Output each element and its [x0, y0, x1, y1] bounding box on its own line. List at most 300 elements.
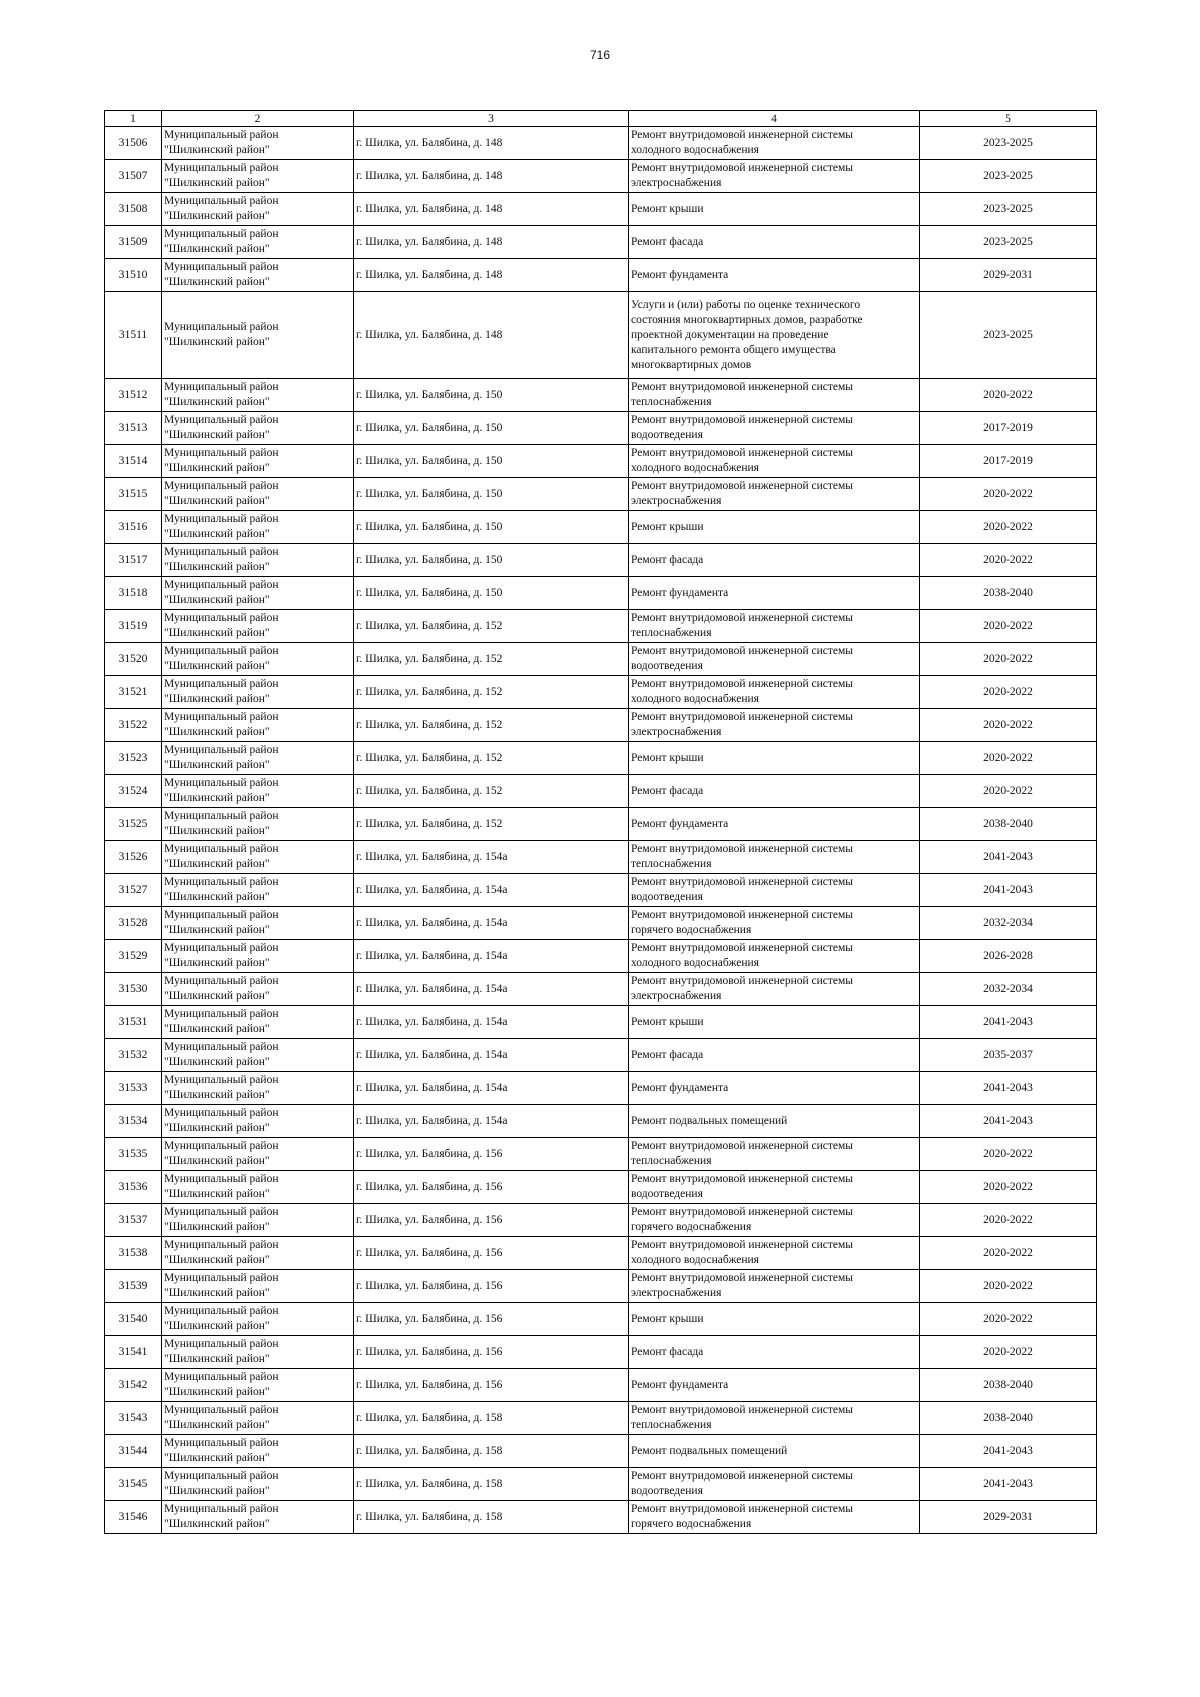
- municipality-cell: [162, 643, 354, 676]
- row-number: [105, 676, 162, 709]
- municipality-cell-text: Муниципальный район "Шилкинский район": [164, 321, 279, 348]
- row-number-text: 31524: [118, 784, 148, 797]
- address-cell-text: г. Шилка, ул. Балябина, д. 148: [356, 328, 503, 341]
- period-cell-text: 2041-2043: [983, 1477, 1033, 1490]
- address-cell-text: г. Шилка, ул. Балябина, д. 148: [356, 169, 503, 182]
- work-type-cell: [629, 511, 920, 544]
- work-type-cell-text: Ремонт внутридомовой инженерной системы холодного водоснабжения: [631, 447, 854, 474]
- address-cell-text: г. Шилка, ул. Балябина, д. 156: [356, 1378, 503, 1391]
- table-row: [105, 874, 1097, 907]
- row-number-text: 31512: [118, 388, 148, 401]
- table-row: [105, 1303, 1097, 1336]
- work-type-cell: [629, 1171, 920, 1204]
- address-cell-text: г. Шилка, ул. Балябина, д. 156: [356, 1279, 503, 1292]
- municipality-cell-text: Муниципальный район "Шилкинский район": [164, 1371, 279, 1398]
- municipality-cell-text: Муниципальный район "Шилкинский район": [164, 1404, 279, 1431]
- municipality-cell: [162, 1402, 354, 1435]
- period-cell: [920, 874, 1097, 907]
- work-type-cell-text: Ремонт фундамента: [631, 1378, 729, 1391]
- row-number: [105, 160, 162, 193]
- row-number-text: 31528: [118, 916, 148, 929]
- municipality-cell-text: Муниципальный район "Шилкинский район": [164, 1107, 279, 1134]
- address-cell: [354, 874, 629, 907]
- table-row: [105, 160, 1097, 193]
- table-row: [105, 709, 1097, 742]
- municipality-cell: [162, 973, 354, 1006]
- work-type-cell: [629, 226, 920, 259]
- municipality-cell-text: Муниципальный район "Шилкинский район": [164, 1173, 279, 1200]
- municipality-cell: [162, 1468, 354, 1501]
- work-type-cell-text: Ремонт внутридомовой инженерной системы электроснабжения: [631, 975, 854, 1002]
- row-number: [105, 874, 162, 907]
- period-cell: [920, 1039, 1097, 1072]
- row-number-text: 31527: [118, 883, 148, 896]
- address-cell-text: г. Шилка, ул. Балябина, д. 150: [356, 520, 503, 533]
- address-cell: [354, 643, 629, 676]
- period-cell: [920, 1402, 1097, 1435]
- address-cell-text: г. Шилка, ул. Балябина, д. 154а: [356, 850, 508, 863]
- work-type-cell: [629, 1468, 920, 1501]
- row-number: [105, 643, 162, 676]
- work-type-cell: [629, 445, 920, 478]
- table-row: [105, 412, 1097, 445]
- address-cell: [354, 226, 629, 259]
- period-cell: [920, 775, 1097, 808]
- period-cell: [920, 907, 1097, 940]
- municipality-cell-text: Муниципальный район "Шилкинский район": [164, 777, 279, 804]
- work-type-cell: [629, 973, 920, 1006]
- work-type-cell-text: Ремонт внутридомовой инженерной системы водоотведения: [631, 1173, 854, 1200]
- work-type-cell-text: Ремонт крыши: [631, 520, 704, 533]
- row-number: [105, 775, 162, 808]
- municipality-cell: [162, 1105, 354, 1138]
- address-cell-text: г. Шилка, ул. Балябина, д. 154а: [356, 982, 508, 995]
- table-row: [105, 907, 1097, 940]
- address-cell: [354, 808, 629, 841]
- municipality-cell-text: Муниципальный район "Шилкинский район": [164, 129, 279, 156]
- row-number-text: 31534: [118, 1114, 148, 1127]
- address-cell-text: г. Шилка, ул. Балябина, д. 158: [356, 1411, 503, 1424]
- municipality-cell: [162, 709, 354, 742]
- address-cell: [354, 478, 629, 511]
- table-row: [105, 1336, 1097, 1369]
- address-cell-text: г. Шилка, ул. Балябина, д. 154а: [356, 949, 508, 962]
- table-row: [105, 940, 1097, 973]
- work-type-cell: [629, 1303, 920, 1336]
- table-row: [105, 226, 1097, 259]
- address-cell-text: г. Шилка, ул. Балябина, д. 154а: [356, 883, 508, 896]
- work-type-cell-text: Ремонт внутридомовой инженерной системы водоотведения: [631, 414, 854, 441]
- municipality-cell: [162, 1270, 354, 1303]
- period-cell-text: 2026-2028: [983, 949, 1033, 962]
- period-cell-text: 2020-2022: [983, 1312, 1033, 1325]
- work-type-cell-text: Ремонт внутридомовой инженерной системы электроснабжения: [631, 711, 854, 738]
- table-row: [105, 478, 1097, 511]
- row-number: [105, 709, 162, 742]
- work-type-cell-text: Ремонт внутридомовой инженерной системы электроснабжения: [631, 480, 854, 507]
- municipality-cell-text: Муниципальный район "Шилкинский район": [164, 909, 279, 936]
- municipality-cell-text: Муниципальный район "Шилкинский район": [164, 678, 279, 705]
- period-cell-text: 2017-2019: [983, 454, 1033, 467]
- work-type-cell-text: Ремонт фасада: [631, 784, 704, 797]
- period-cell-text: 2020-2022: [983, 1279, 1033, 1292]
- row-number-text: 31510: [118, 268, 148, 281]
- address-cell-text: г. Шилка, ул. Балябина, д. 156: [356, 1312, 503, 1325]
- row-number: [105, 1435, 162, 1468]
- period-cell: [920, 709, 1097, 742]
- row-number-text: 31515: [118, 487, 148, 500]
- period-cell-text: 2020-2022: [983, 751, 1033, 764]
- row-number-text: 31509: [118, 235, 148, 248]
- period-cell: [920, 577, 1097, 610]
- municipality-cell-text: Муниципальный район "Шилкинский район": [164, 1041, 279, 1068]
- municipality-cell-text: Муниципальный район "Шилкинский район": [164, 261, 279, 288]
- municipality-cell: [162, 610, 354, 643]
- address-cell-text: г. Шилка, ул. Балябина, д. 152: [356, 685, 503, 698]
- table-row: [105, 1138, 1097, 1171]
- period-cell: [920, 1072, 1097, 1105]
- period-cell-text: 2020-2022: [983, 1213, 1033, 1226]
- works-table: [104, 110, 1097, 1534]
- municipality-cell: [162, 1336, 354, 1369]
- municipality-cell: [162, 841, 354, 874]
- address-cell: [354, 973, 629, 1006]
- work-type-cell: [629, 1006, 920, 1039]
- work-type-cell: [629, 379, 920, 412]
- row-number-text: 31543: [118, 1411, 148, 1424]
- row-number-text: 31545: [118, 1477, 148, 1490]
- row-number: [105, 1369, 162, 1402]
- address-cell: [354, 160, 629, 193]
- row-number-text: 31537: [118, 1213, 148, 1226]
- table-row: [105, 643, 1097, 676]
- municipality-cell: [162, 193, 354, 226]
- row-number-text: 31531: [118, 1015, 148, 1028]
- address-cell: [354, 1270, 629, 1303]
- address-cell-text: г. Шилка, ул. Балябина, д. 148: [356, 136, 503, 149]
- period-cell-text: 2020-2022: [983, 685, 1033, 698]
- row-number: [105, 226, 162, 259]
- work-type-cell: [629, 1237, 920, 1270]
- period-cell: [920, 1336, 1097, 1369]
- address-cell: [354, 742, 629, 775]
- municipality-cell: [162, 412, 354, 445]
- period-cell-text: 2032-2034: [983, 916, 1033, 929]
- row-number-text: 31526: [118, 850, 148, 863]
- work-type-cell: [629, 127, 920, 160]
- row-number-text: 31518: [118, 586, 148, 599]
- period-cell: [920, 544, 1097, 577]
- row-number: [105, 1039, 162, 1072]
- municipality-cell-text: Муниципальный район "Шилкинский район": [164, 612, 279, 639]
- work-type-cell-text: Ремонт внутридомовой инженерной системы водоотведения: [631, 876, 854, 903]
- row-number-text: 31516: [118, 520, 148, 533]
- period-cell-text: 2017-2019: [983, 421, 1033, 434]
- table-row: [105, 775, 1097, 808]
- period-cell-text: 2038-2040: [983, 1411, 1033, 1424]
- period-cell-text: 2020-2022: [983, 388, 1033, 401]
- address-cell-text: г. Шилка, ул. Балябина, д. 156: [356, 1213, 503, 1226]
- municipality-cell: [162, 1237, 354, 1270]
- table-row: [105, 193, 1097, 226]
- address-cell: [354, 511, 629, 544]
- period-cell-text: 2020-2022: [983, 520, 1033, 533]
- period-cell: [920, 379, 1097, 412]
- period-cell-text: 2023-2025: [983, 235, 1033, 248]
- period-cell-text: 2029-2031: [983, 1510, 1033, 1523]
- period-cell: [920, 259, 1097, 292]
- municipality-cell-text: Муниципальный район "Шилкинский район": [164, 645, 279, 672]
- period-cell-text: 2020-2022: [983, 718, 1033, 731]
- table-row: [105, 1039, 1097, 1072]
- row-number: [105, 610, 162, 643]
- municipality-cell: [162, 1501, 354, 1534]
- work-type-cell-text: Ремонт внутридомовой инженерной системы горячего водоснабжения: [631, 1206, 854, 1233]
- address-cell-text: г. Шилка, ул. Балябина, д. 158: [356, 1477, 503, 1490]
- row-number-text: 31541: [118, 1345, 148, 1358]
- table-header-row: [105, 111, 1097, 127]
- period-cell-text: 2020-2022: [983, 784, 1033, 797]
- address-cell: [354, 1105, 629, 1138]
- period-cell-text: 2041-2043: [983, 1081, 1033, 1094]
- work-type-cell: [629, 874, 920, 907]
- work-type-cell-text: Ремонт фасада: [631, 1048, 704, 1061]
- work-type-cell-text: Ремонт внутридомовой инженерной системы водоотведения: [631, 1470, 854, 1497]
- row-number-text: 31517: [118, 553, 148, 566]
- address-cell-text: г. Шилка, ул. Балябина, д. 150: [356, 586, 503, 599]
- work-type-cell-text: Ремонт внутридомовой инженерной системы горячего водоснабжения: [631, 1503, 854, 1530]
- work-type-cell-text: Ремонт внутридомовой инженерной системы холодного водоснабжения: [631, 129, 854, 156]
- address-cell-text: г. Шилка, ул. Балябина, д. 150: [356, 421, 503, 434]
- column-header: 5: [920, 111, 1097, 127]
- municipality-cell-text: Муниципальный район "Шилкинский район": [164, 876, 279, 903]
- municipality-cell: [162, 478, 354, 511]
- row-number: [105, 1237, 162, 1270]
- address-cell: [354, 1237, 629, 1270]
- address-cell: [354, 1501, 629, 1534]
- municipality-cell-text: Муниципальный район "Шилкинский район": [164, 975, 279, 1002]
- address-cell-text: г. Шилка, ул. Балябина, д. 152: [356, 784, 503, 797]
- address-cell: [354, 577, 629, 610]
- municipality-cell: [162, 292, 354, 379]
- municipality-cell: [162, 940, 354, 973]
- address-cell: [354, 676, 629, 709]
- work-type-cell: [629, 1270, 920, 1303]
- period-cell-text: 2023-2025: [983, 328, 1033, 341]
- work-type-cell: [629, 1105, 920, 1138]
- work-type-cell-text: Ремонт фасада: [631, 1345, 704, 1358]
- period-cell: [920, 1105, 1097, 1138]
- period-cell: [920, 160, 1097, 193]
- work-type-cell-text: Ремонт подвальных помещений: [631, 1444, 788, 1457]
- period-cell-text: 2041-2043: [983, 1015, 1033, 1028]
- address-cell-text: г. Шилка, ул. Балябина, д. 152: [356, 652, 503, 665]
- address-cell-text: г. Шилка, ул. Балябина, д. 156: [356, 1345, 503, 1358]
- municipality-cell-text: Муниципальный район "Шилкинский район": [164, 480, 279, 507]
- address-cell-text: г. Шилка, ул. Балябина, д. 152: [356, 751, 503, 764]
- column-header: 3: [354, 111, 629, 127]
- work-type-cell-text: Ремонт внутридомовой инженерной системы электроснабжения: [631, 1272, 854, 1299]
- table-row: [105, 1270, 1097, 1303]
- row-number: [105, 973, 162, 1006]
- address-cell-text: г. Шилка, ул. Балябина, д. 154а: [356, 1048, 508, 1061]
- period-cell: [920, 973, 1097, 1006]
- address-cell-text: г. Шилка, ул. Балябина, д. 158: [356, 1510, 503, 1523]
- period-cell: [920, 676, 1097, 709]
- work-type-cell-text: Ремонт фундамента: [631, 817, 729, 830]
- municipality-cell: [162, 226, 354, 259]
- address-cell: [354, 1369, 629, 1402]
- work-type-cell-text: Ремонт внутридомовой инженерной системы горячего водоснабжения: [631, 909, 854, 936]
- row-number-text: 31513: [118, 421, 148, 434]
- period-cell: [920, 643, 1097, 676]
- table-row: [105, 1072, 1097, 1105]
- municipality-cell-text: Муниципальный район "Шилкинский район": [164, 1008, 279, 1035]
- work-type-cell: [629, 907, 920, 940]
- row-number-text: 31506: [118, 136, 148, 149]
- address-cell-text: г. Шилка, ул. Балябина, д. 154а: [356, 1114, 508, 1127]
- work-type-cell: [629, 478, 920, 511]
- work-type-cell-text: Ремонт внутридомовой инженерной системы теплоснабжения: [631, 1140, 854, 1167]
- address-cell: [354, 1171, 629, 1204]
- address-cell: [354, 940, 629, 973]
- period-cell: [920, 808, 1097, 841]
- row-number: [105, 742, 162, 775]
- address-cell: [354, 775, 629, 808]
- table-row: [105, 841, 1097, 874]
- municipality-cell: [162, 808, 354, 841]
- row-number: [105, 1105, 162, 1138]
- row-number: [105, 1072, 162, 1105]
- row-number: [105, 292, 162, 379]
- address-cell-text: г. Шилка, ул. Балябина, д. 154а: [356, 1015, 508, 1028]
- address-cell: [354, 610, 629, 643]
- period-cell: [920, 193, 1097, 226]
- row-number: [105, 841, 162, 874]
- table-row: [105, 1435, 1097, 1468]
- address-cell-text: г. Шилка, ул. Балябина, д. 152: [356, 718, 503, 731]
- address-cell: [354, 292, 629, 379]
- work-type-cell: [629, 544, 920, 577]
- municipality-cell: [162, 775, 354, 808]
- work-type-cell-text: Ремонт внутридомовой инженерной системы теплоснабжения: [631, 381, 854, 408]
- row-number: [105, 1402, 162, 1435]
- period-cell-text: 2020-2022: [983, 1147, 1033, 1160]
- period-cell-text: 2020-2022: [983, 1180, 1033, 1193]
- row-number: [105, 1138, 162, 1171]
- work-type-cell: [629, 577, 920, 610]
- period-cell-text: 2023-2025: [983, 202, 1033, 215]
- table-row: [105, 1468, 1097, 1501]
- period-cell-text: 2041-2043: [983, 883, 1033, 896]
- address-cell-text: г. Шилка, ул. Балябина, д. 152: [356, 817, 503, 830]
- period-cell-text: 2020-2022: [983, 1345, 1033, 1358]
- work-type-cell-text: Ремонт внутридомовой инженерной системы водоотведения: [631, 645, 854, 672]
- period-cell: [920, 1237, 1097, 1270]
- period-cell: [920, 1270, 1097, 1303]
- period-cell: [920, 445, 1097, 478]
- period-cell-text: 2029-2031: [983, 268, 1033, 281]
- period-cell: [920, 1138, 1097, 1171]
- address-cell: [354, 1468, 629, 1501]
- row-number: [105, 1006, 162, 1039]
- municipality-cell-text: Муниципальный район "Шилкинский район": [164, 414, 279, 441]
- address-cell-text: г. Шилка, ул. Балябина, д. 150: [356, 553, 503, 566]
- address-cell: [354, 259, 629, 292]
- page-number: 716: [589, 48, 611, 62]
- work-type-cell: [629, 259, 920, 292]
- row-number: [105, 1336, 162, 1369]
- municipality-cell: [162, 511, 354, 544]
- row-number: [105, 544, 162, 577]
- row-number-text: 31546: [118, 1510, 148, 1523]
- address-cell: [354, 1204, 629, 1237]
- work-type-cell-text: Ремонт крыши: [631, 1312, 704, 1325]
- address-cell: [354, 709, 629, 742]
- municipality-cell: [162, 1006, 354, 1039]
- table-row: [105, 676, 1097, 709]
- table-row: [105, 127, 1097, 160]
- period-cell-text: 2020-2022: [983, 553, 1033, 566]
- row-number: [105, 193, 162, 226]
- municipality-cell-text: Муниципальный район "Шилкинский район": [164, 447, 279, 474]
- row-number: [105, 1468, 162, 1501]
- address-cell: [354, 127, 629, 160]
- municipality-cell: [162, 1435, 354, 1468]
- address-cell-text: г. Шилка, ул. Балябина, д. 150: [356, 487, 503, 500]
- table-row: [105, 544, 1097, 577]
- row-number-text: 31521: [118, 685, 148, 698]
- address-cell: [354, 1435, 629, 1468]
- municipality-cell-text: Муниципальный район "Шилкинский район": [164, 1305, 279, 1332]
- municipality-cell: [162, 127, 354, 160]
- period-cell: [920, 511, 1097, 544]
- municipality-cell: [162, 1039, 354, 1072]
- municipality-cell: [162, 1138, 354, 1171]
- work-type-cell: [629, 1204, 920, 1237]
- period-cell-text: 2020-2022: [983, 1246, 1033, 1259]
- work-type-cell: [629, 193, 920, 226]
- work-type-cell-text: Ремонт внутридомовой инженерной системы холодного водоснабжения: [631, 1239, 854, 1266]
- municipality-cell-text: Муниципальный район "Шилкинский район": [164, 744, 279, 771]
- address-cell: [354, 907, 629, 940]
- table-row: [105, 577, 1097, 610]
- period-cell: [920, 292, 1097, 379]
- municipality-cell-text: Муниципальный район "Шилкинский район": [164, 381, 279, 408]
- table-row: [105, 379, 1097, 412]
- address-cell-text: г. Шилка, ул. Балябина, д. 150: [356, 454, 503, 467]
- period-cell: [920, 841, 1097, 874]
- work-type-cell-text: Ремонт внутридомовой инженерной системы теплоснабжения: [631, 1404, 854, 1431]
- row-number: [105, 1501, 162, 1534]
- period-cell: [920, 1369, 1097, 1402]
- table-row: [105, 1006, 1097, 1039]
- municipality-cell: [162, 676, 354, 709]
- row-number-text: 31539: [118, 1279, 148, 1292]
- work-type-cell-text: Ремонт внутридомовой инженерной системы холодного водоснабжения: [631, 678, 854, 705]
- municipality-cell-text: Муниципальный район "Шилкинский район": [164, 711, 279, 738]
- work-type-cell-text: Ремонт фасада: [631, 553, 704, 566]
- table-row: [105, 1105, 1097, 1138]
- address-cell: [354, 1072, 629, 1105]
- column-header: 2: [162, 111, 354, 127]
- period-cell: [920, 412, 1097, 445]
- work-type-cell: [629, 808, 920, 841]
- period-cell-text: 2041-2043: [983, 1114, 1033, 1127]
- row-number-text: 31540: [118, 1312, 148, 1325]
- address-cell-text: г. Шилка, ул. Балябина, д. 156: [356, 1246, 503, 1259]
- work-type-cell-text: Ремонт подвальных помещений: [631, 1114, 788, 1127]
